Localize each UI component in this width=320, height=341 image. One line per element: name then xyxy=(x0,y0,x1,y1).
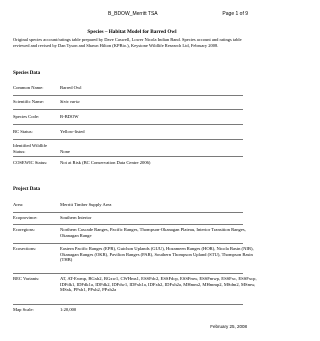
species-code-value: B-BDOW xyxy=(60,114,79,119)
divider xyxy=(13,304,243,305)
document-intro: Original species account/ratings table prepared by Dave Caswell, Lower Nicola Indian Band. Species account and ratings table reviewed and revised by Dan Tyson and Shawn Hilton (KPBio.), Keystone Wildlife Research Ltd, February 2008. xyxy=(13,37,242,48)
ecosections-label: Ecosections: xyxy=(13,246,37,251)
ecosections-value: Eastern Pacific Ranges (EPR), Guichon Uplands (GUU), Hozameen Ranges (HOR), Nicola Basin (NIB), Okanagan Ranges (OKR), Pavilion Ranges (PAR), Southern Thompson Upland (STU), Thompson Basin (THB) xyxy=(60,246,254,263)
divider xyxy=(13,243,243,244)
area-label: Area: xyxy=(13,202,24,207)
bc-status-label: BC Status: xyxy=(13,129,33,134)
ecoprovince-label: Ecoprovince: xyxy=(13,215,38,220)
ecoprovince-value: Southern Interior xyxy=(60,215,92,220)
header-title: B_BDOW_Merritt TSA xyxy=(108,11,158,17)
species-data-heading: Species Data xyxy=(13,71,41,76)
divider xyxy=(13,95,243,96)
bec-variants-value: AT, AT-Ewmp, BGxh2, BGxw1, CWHms1, ESSFdc2, ESSFdcp, ESSFmw, ESSFmwp, ESSFxc, ESSFxcp, IDFdk1, IDFdk1a, IDFdk2, IDFdw1, IDFxh1a, IDFxh2, IDFxh2a, MHmm2, MHmmp2, MSdm2, MSmw, MSxk, PPxh1, PPxh2, PPxh2a xyxy=(60,276,257,293)
divider xyxy=(13,224,243,225)
divider xyxy=(13,109,243,110)
identified-wildlife-label: Identified Wildlife Status: xyxy=(13,143,48,154)
cosewic-status-label: COSEWIC Status: xyxy=(13,160,48,165)
scientific-name-value: Strix varia xyxy=(60,99,80,104)
area-value: Merritt Timber Supply Area xyxy=(60,202,112,207)
cosewic-status-value: Not at Risk (BC Conservation Data Centre 2006) xyxy=(60,160,151,165)
ecoregions-value: Northern Cascade Ranges, Pacific Ranges, Thompson-Okanagan Plateau, Interior Transition Ranges, Okanagan Range xyxy=(60,227,246,238)
species-code-label: Species Code: xyxy=(13,114,40,119)
divider xyxy=(13,212,243,213)
divider xyxy=(13,156,243,157)
project-data-heading: Project Data xyxy=(13,187,40,192)
map-scale-label: Map Scale: xyxy=(13,307,34,312)
bc-status-value: Yellow-listed xyxy=(60,129,85,134)
common-name-value: Barred Owl xyxy=(60,85,82,90)
document-title: Species – Habitat Model for Barred Owl xyxy=(87,29,177,35)
map-scale-value: 1:20,000 xyxy=(60,307,77,312)
divider xyxy=(13,273,243,274)
divider xyxy=(13,139,243,140)
footer-date: February 25, 2008 xyxy=(210,324,247,329)
common-name-label: Common Name: xyxy=(13,85,44,90)
divider xyxy=(13,124,243,125)
identified-wildlife-value: None xyxy=(60,148,70,154)
header-page-number: Page 1 of 9 xyxy=(222,11,248,17)
bec-variants-label: BEC Variants: xyxy=(13,276,40,281)
scientific-name-label: Scientific Name: xyxy=(13,99,44,104)
ecoregions-label: Ecoregions: xyxy=(13,227,35,232)
